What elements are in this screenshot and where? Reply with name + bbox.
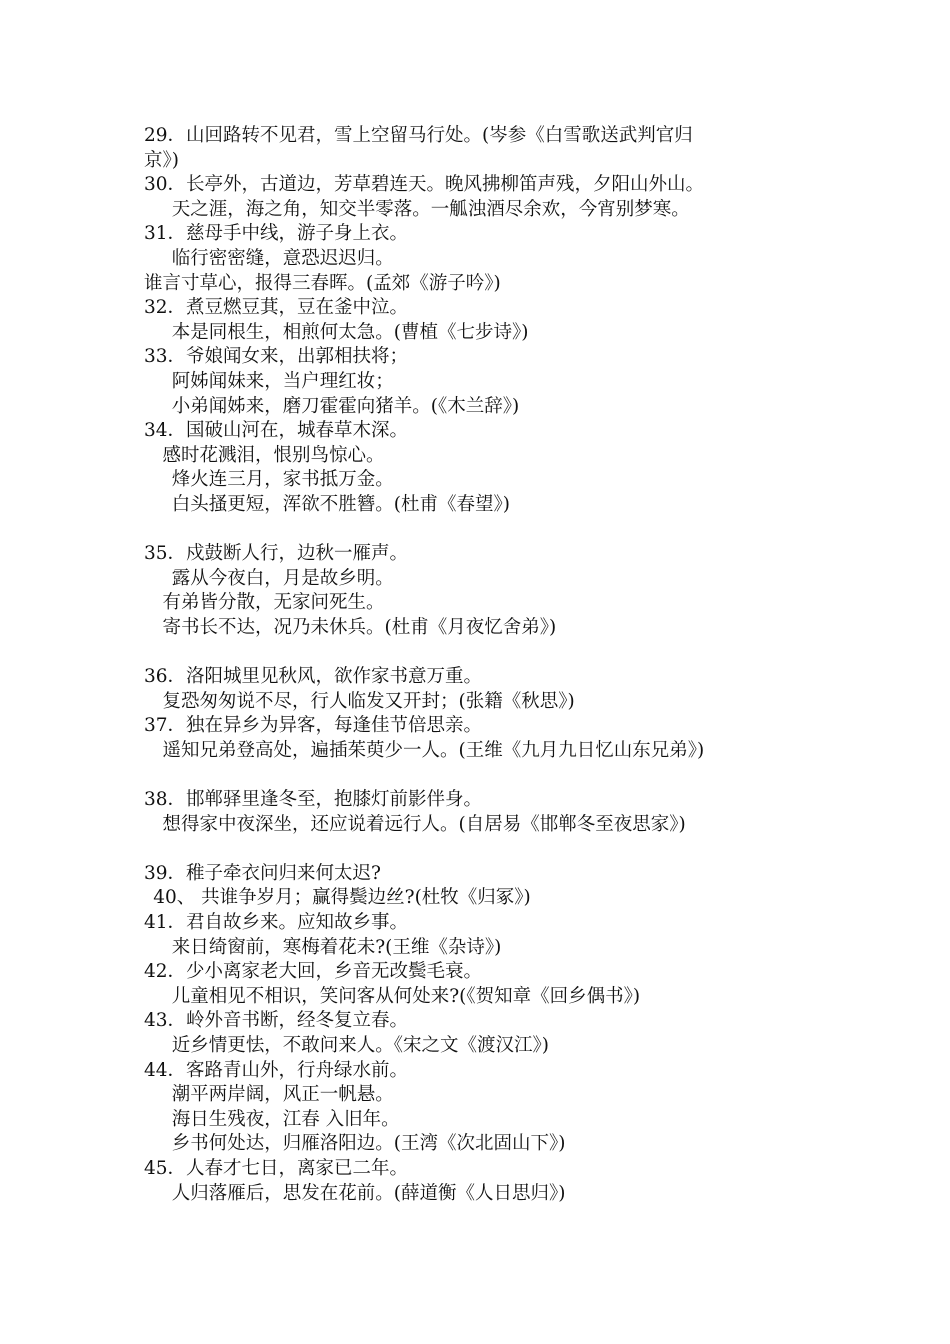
poem-line: 35．戍鼓断人行，边秋一雁声。 bbox=[144, 543, 409, 565]
poem-line: 41．君自故乡来。应知故乡事。 bbox=[144, 912, 409, 933]
poem-line: 33．爷娘闻女来，出郭相扶将； bbox=[144, 346, 409, 368]
poem-line: 京》) bbox=[144, 149, 179, 171]
poem-line: 阿姊闻妹来，当户理红妆； bbox=[171, 370, 394, 392]
poem-line: 人归落雁后，思发在花前。(薛道衡《人日思归》) bbox=[171, 1182, 566, 1204]
poem-line: 临行密密缝，意恐迟迟归。 bbox=[171, 247, 394, 269]
blank-line bbox=[144, 518, 824, 543]
poem-line: 45．人春才七日，离家已二年。 bbox=[144, 1157, 409, 1179]
poem-line: 36．洛阳城里见秋风，欲作家书意万重。 bbox=[144, 666, 483, 688]
poem-line: 露从今夜白，月是故乡明。 bbox=[171, 567, 394, 589]
poem-line: 39．稚子牵衣问归来何太迟? bbox=[144, 862, 381, 884]
poem-line: 42．少小离家老大回，乡音无改鬓毛衰。 bbox=[144, 961, 483, 983]
poem-line: 40、 共谁争岁月；赢得鬓边丝?(杜牧《归冢》) bbox=[153, 887, 531, 909]
poem-line: 乡书何处达，归雁洛阳边。(王湾《次北固山下》) bbox=[171, 1133, 566, 1155]
blank-line bbox=[144, 837, 824, 862]
poem-line: 潮平两岸阔，风正一帆悬。 bbox=[171, 1084, 394, 1106]
poem-line: 天之涯，海之角，知交半零落。一觚浊酒尽余欢，今宵别梦寒。 bbox=[171, 198, 690, 220]
poem-line: 有弟皆分散，无家问死生。 bbox=[162, 592, 385, 614]
poem-line: 37．独在异乡为异客，每逢佳节倍思亲。 bbox=[144, 715, 483, 737]
poem-line: 海日生残夜，江春 入旧年。 bbox=[171, 1108, 400, 1130]
poem-line: 32．煮豆燃豆萁，豆在釜中泣。 bbox=[144, 297, 409, 319]
poem-line: 烽火连三月，家书抵万金。 bbox=[171, 469, 394, 491]
poem-line: 小弟闻姊来，磨刀霍霍向猪羊。(《木兰辞》) bbox=[171, 395, 520, 417]
poem-line: 44．客路青山外，行舟绿水前。 bbox=[144, 1059, 409, 1081]
poem-line: 谁言寸草心，报得三春晖。(孟郊《游子吟》) bbox=[144, 272, 501, 294]
poem-line: 近乡情更怯，不敢问来人。《宋之文《渡汉江》) bbox=[171, 1034, 549, 1056]
poem-line: 31．慈母手中线，游子身上衣。 bbox=[144, 223, 409, 245]
blank-line bbox=[144, 640, 824, 665]
poem-line: 本是同根生，相煎何太急。(曹植《七步诗》) bbox=[171, 321, 529, 343]
poem-line: 寄书长不达，况乃未休兵。(杜甫《月夜忆舍弟》) bbox=[162, 616, 557, 638]
poem-line: 29．山回路转不见君，雪上空留马行处。(岑参《白雪歌送武判官归 bbox=[144, 125, 693, 146]
poem-line: 白头搔更短，浑欲不胜簪。(杜甫《春望》) bbox=[171, 493, 510, 515]
poem-line: 复恐匆匆说不尽，行人临发又开封；(张籍《秋思》) bbox=[162, 690, 575, 712]
poem-line: 38．邯郸驿里逢冬至，抱膝灯前影伴身。 bbox=[144, 789, 483, 811]
poem-line: 想得家中夜深坐，还应说着远行人。(自居易《邯郸冬至夜思家》) bbox=[162, 813, 686, 835]
poem-line: 34．国破山河在，城春草木深。 bbox=[144, 420, 409, 442]
poem-line: 30．长亭外，古道边，芳草碧连天。晚风拂柳笛声残，夕阳山外山。 bbox=[144, 174, 705, 196]
poem-line: 43．岭外音书断，经冬复立春。 bbox=[144, 1010, 409, 1032]
blank-line bbox=[144, 763, 824, 788]
poem-line: 儿童相见不相识，笑问客从何处来?(《贺知章《回乡偶书》) bbox=[171, 985, 641, 1007]
poem-line: 感时花溅泪，恨别鸟惊心。 bbox=[162, 444, 385, 466]
poem-list bbox=[144, 124, 824, 1206]
poem-line: 遥知兄弟登高处，遍插茱萸少一人。(王维《九月九日忆山东兄弟》) bbox=[162, 739, 705, 761]
poem-line: 来日绮窗前，寒梅着花未?(王维《杂诗》) bbox=[171, 936, 502, 958]
